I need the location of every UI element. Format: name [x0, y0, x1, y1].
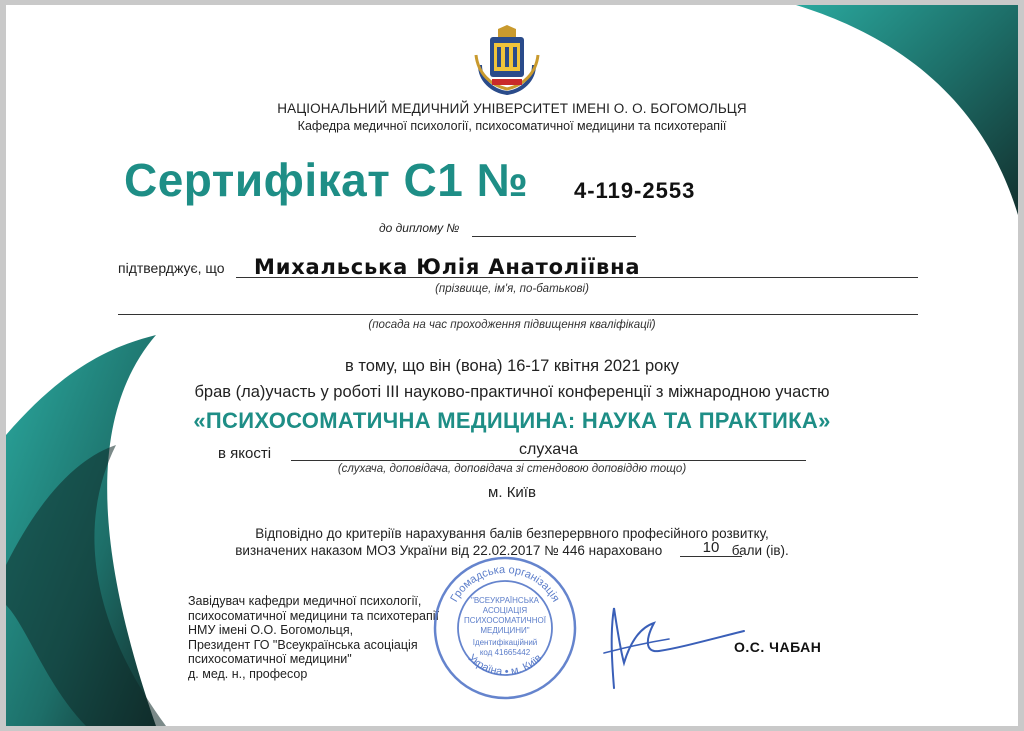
cpd-points-line	[680, 556, 742, 557]
signer-name: О.С. ЧАБАН	[734, 639, 822, 655]
university-emblem-icon	[472, 25, 542, 95]
organization-stamp	[430, 553, 580, 703]
participation-line: брав (ла)участь у роботі III науково-практичної конференції з міжнародною участю	[194, 383, 830, 401]
signatory-line: НМУ імені О.О. Богомольця,	[188, 623, 354, 637]
university-name: НАЦІОНАЛЬНИЙ МЕДИЧНИЙ УНІВЕРСИТЕТ ІМЕНІ О. О. БОГОМОЛЬЦЯ	[277, 101, 747, 116]
conference-title: «ПСИХОСОМАТИЧНА МЕДИЦИНА: НАУКА ТА ПРАКТИКА»	[193, 408, 831, 433]
stamp-inner-line: "ВСЕУКРАЇНСЬКА	[471, 596, 539, 605]
role-line	[291, 460, 806, 461]
cpd-points: 10	[702, 539, 720, 556]
department-name: Кафедра медичної психології, психосоматичної медицини та психотерапії	[297, 119, 727, 133]
role-label: в якості	[218, 445, 272, 462]
cpd-suffix: бали (ів).	[731, 543, 789, 558]
diploma-label: до диплому №	[379, 221, 460, 235]
signatory-line: д. мед. н., професор	[188, 666, 308, 681]
stamp-inner-line: МЕДИЦИНИ"	[480, 626, 530, 635]
city: м. Київ	[488, 484, 536, 501]
role-value: слухача	[519, 441, 578, 458]
role-caption: (слухача, доповідача, доповідача зі стендовою доповіддю тощо)	[337, 463, 687, 475]
signatory-line: Президент ГО "Всеукраїнська асоціація	[188, 637, 418, 652]
stamp-inner-line: АСОЦІАЦІЯ	[482, 606, 528, 615]
position-caption: (посада на час проходження підвищення кваліфікації)	[368, 319, 656, 331]
name-caption: (прізвище, ім'я, по-батькові)	[435, 283, 589, 295]
cpd-criteria-line: Відповідно до критеріїв нарахування балів безперервного професійного розвитку,	[255, 526, 769, 541]
date-line: в тому, що він (вона) 16-17 квітня 2021 року	[344, 357, 679, 375]
certificate-number: 4-119-2553	[574, 178, 696, 203]
signatory-line: психосоматичної медицини"	[188, 652, 352, 666]
recipient-name: Михальська Юлія Анатоліївна	[254, 255, 641, 279]
stamp-inner-line: ПСИХОСОМАТИЧНОЇ	[464, 616, 546, 625]
certificate-title: Сертифікат С1 №	[124, 154, 529, 206]
stamp-outer-text: Громадська організація	[448, 563, 562, 605]
position-line	[118, 314, 918, 315]
stamp-inner-line: Ідентифікаційний	[472, 638, 538, 647]
cpd-order-text: визначених наказом МОЗ України від 22.02.2017 № 446 нараховано	[235, 543, 663, 558]
confirm-label: підтверджує, що	[118, 260, 225, 276]
signatory-line: психосоматичної медицини та психотерапії	[188, 608, 440, 623]
diploma-number-line	[472, 236, 636, 237]
certificate-page	[6, 5, 1018, 726]
stamp-inner-line: код 41665442	[479, 648, 531, 657]
handwritten-signature	[584, 593, 754, 693]
signatory-line: Завідувач кафедри медичної психології,	[188, 594, 422, 608]
stamp-bottom-text: Україна • м. Київ	[465, 652, 545, 679]
